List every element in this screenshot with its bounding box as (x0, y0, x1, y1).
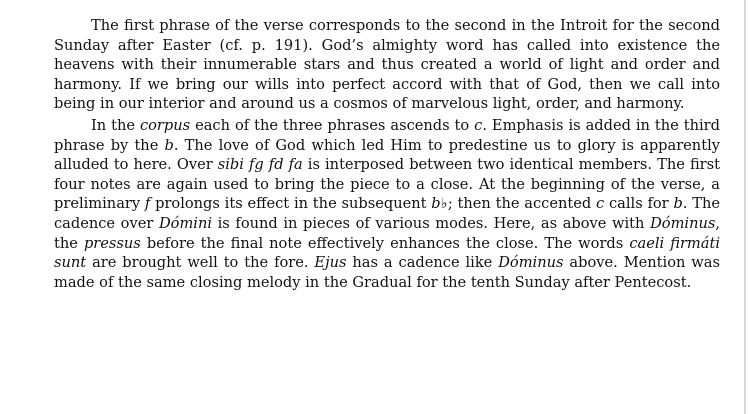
italic-term: pressus (83, 234, 141, 252)
text-run: above. Mention was made of the same closing melody in the Gradual for the tenth Sunday after Pentecost. (54, 254, 720, 291)
italic-term: f (144, 195, 151, 213)
italic-term: b (673, 195, 683, 213)
italic-term: corpus (139, 116, 191, 134)
text-run: is found in pieces of various modes. Here, as above with (212, 214, 651, 232)
text-run: , the (54, 214, 720, 252)
italic-term: caeli firmáti sunt (54, 234, 721, 272)
text-run: ; then the accented (447, 195, 597, 213)
paragraph-2 (54, 116, 720, 292)
text-run: is interposed between two identical members. The first four notes are again used to bring the piece to a close. At the beginning of the verse, a preliminary (54, 156, 721, 213)
italic-term: Dóminus (498, 254, 564, 272)
text-run: before the final note effectively enhances the close. The words (140, 234, 630, 252)
text-run: each of the three phrases ascends to (190, 116, 475, 134)
italic-term: c (474, 116, 483, 134)
text-run: The first phrase of the verse corresponds to the second in the Introit for the second Sunday after Easter (cf. p. 191). God’s almighty word has called into existence the heavens with their innumerable stars and thus created a world of light and order and harmony. If we bring our wills into perfect accord with that of God, then we call into being in our interior and around us a cosmos of marvelous light, order, and harmony. (54, 17, 720, 113)
text-run: . The love of God which led Him to predestine us to glory is apparently alluded to here. Over (54, 136, 720, 174)
text-run: . Emphasis is added in the third phrase by the (54, 116, 720, 154)
text-run: In the (91, 116, 140, 134)
text-run: calls for (604, 195, 674, 213)
document-page (54, 16, 720, 292)
scrollbar-edge (744, 0, 746, 414)
italic-term: Dóminus (650, 214, 716, 232)
paragraph-1 (54, 16, 720, 114)
italic-term: b♭ (431, 195, 448, 213)
italic-term: sibi fg fd fa (217, 156, 303, 174)
text-run: are brought well to the fore. (86, 254, 315, 272)
text-run: has a cadence like (346, 254, 499, 272)
italic-term: c (596, 195, 605, 213)
italic-term: Dómini (158, 214, 213, 232)
italic-term: Ejus (314, 254, 347, 272)
text-run: prolongs its effect in the subsequent (150, 195, 432, 213)
italic-term: b (164, 136, 174, 154)
text-run: . The cadence over (54, 195, 720, 232)
